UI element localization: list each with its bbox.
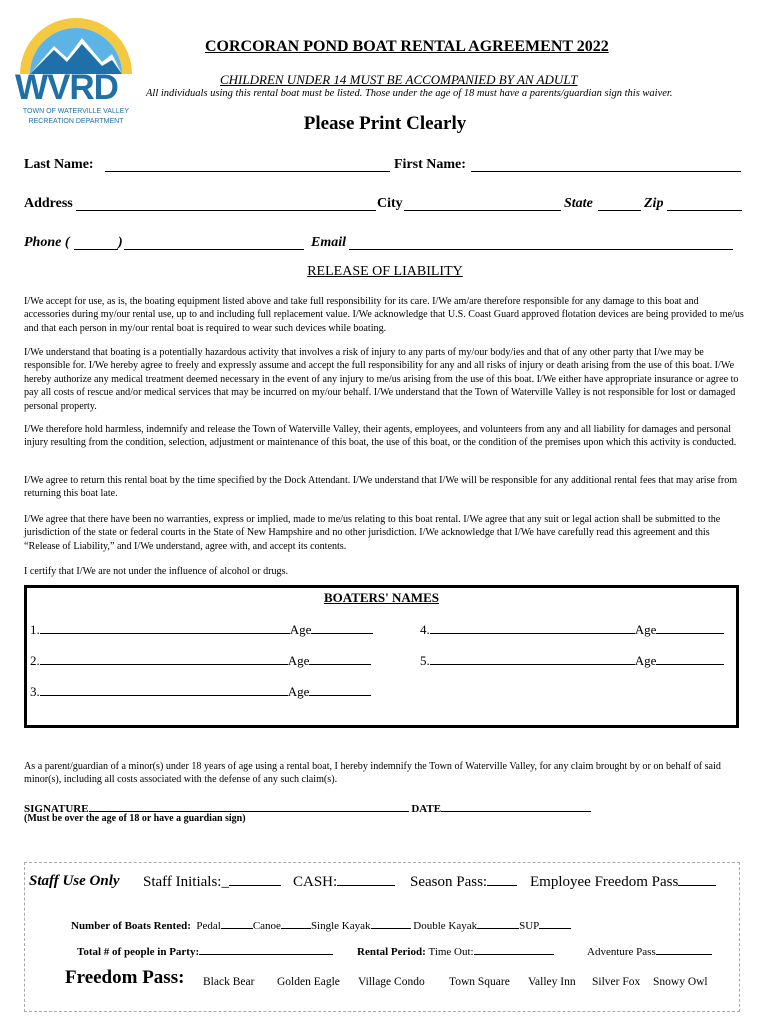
first-name-label: First Name: [394,157,466,172]
boaters-heading: BOATERS' NAMES [324,590,439,605]
logo-wordmark: WVRD [15,68,118,107]
children-notice: CHILDREN UNDER 14 MUST BE ACCOMPANIED BY AN ADULT [220,72,578,87]
email-field[interactable] [349,237,733,250]
release-heading: RELEASE OF LIABILITY [307,264,463,279]
email-label: Email [311,235,347,250]
signature-label: SIGNATURE [24,803,89,815]
freedom-pass-label: Freedom Pass: [65,967,185,988]
pass-golden-eagle[interactable]: Golden Eagle [277,976,340,988]
address-field[interactable] [76,198,376,211]
wvrd-logo [12,10,140,128]
boats-rented-row[interactable]: Number of Boats Rented: Pedal Canoe Single Kayak Double Kayak SUP [71,916,571,932]
zip-field[interactable] [667,198,742,211]
phone-paren: ) [118,235,123,250]
document-title: CORCORAN POND BOAT RENTAL AGREEMENT 2022 [205,38,609,55]
boater-row-1[interactable]: 1. Age [30,621,373,638]
release-paragraph: I/We agree to return this rental boat by the time specified by the Dock Attendant. I/We understand that I/We will be responsible for any additional rental fees that may arise from returning this boat late. [24,475,738,500]
boater-row-2[interactable]: 2. Age [30,652,371,669]
last-name-label: Last Name: [24,157,94,172]
signature-note: (Must be over the age of 18 or have a guardian sign) [24,813,246,824]
phone-number-field[interactable] [124,237,304,250]
rental-period[interactable]: Rental Period: Time Out: [357,942,554,958]
adventure-pass[interactable]: Adventure Pass [587,942,712,958]
phone-label: Phone ( [24,235,70,250]
staff-use-title: Staff Use Only [29,873,120,889]
print-clearly-heading: Please Print Clearly [303,113,467,134]
first-name-field[interactable] [471,159,741,172]
zip-label: Zip [644,196,664,211]
boater-row-5[interactable]: 5. Age [420,652,724,669]
waiver-note: All individuals using this rental boat must be listed. Those under the age of 18 must have a parents/guardian sign this waiver. [146,88,673,99]
boaters-names-box [24,585,739,728]
phone-area-code-field[interactable] [74,237,118,250]
employee-freedom-pass[interactable]: Employee Freedom Pass [530,873,716,891]
release-paragraph: I/We understand that boating is a potentially hazardous activity that involves a risk of injury to any parts of my/our body/ies and that of any other party that I/we may be responsible for. I/We hereby agree to freely and expressly assume and accept the full responsibility for any and all risks of injury or death arising from the use of this boat. I/We hereby authorize any medical treatment deemed necessary in the event of any injury to me/us arising from the use of this boat. I/We either have appropriate insurance or agree to pay all costs of rescue and/or medical services that may be incurred on my/our behalf. I/We understand that the Town of Waterville Valley is not responsible for lost or damaged personal property. [24,347,739,412]
cash[interactable]: CASH: [293,873,395,891]
release-paragraph: I/We accept for use, as is, the boating equipment listed above and take full responsibility for its care. I/We am/are therefore responsible for any damage to this boat and accessories during my/our rental use, up to and including full replacement value. I/We acknowledge that U.S. Coast Guard approved flotation devices are being provided to me/us and that each person in my/our rental boat is required to wear such devices while boating. [24,296,744,334]
release-paragraph: I/We agree that there have been no warranties, express or implied, made to me/us relating to this boat rental. I/We agree that any suit or legal action shall be submitted to the jurisdiction of the state or federal courts in the State of New Hampshire and no other jurisdiction. I/We acknowledge that I/We have carefully read this agreement and this “Release of Liability,” and I/We understand, agree with, and accept its contents. [24,514,721,552]
pass-snowy-owl[interactable]: Snowy Owl [653,976,708,988]
city-field[interactable] [404,198,561,211]
pass-village-condo[interactable]: Village Condo [358,976,425,988]
city-label: City [377,196,403,211]
sobriety-statement: I certify that I/We are not under the influence of alcohol or drugs. [24,566,289,577]
logo-line-2: RECREATION DEPARTMENT [28,118,124,125]
pass-valley-inn[interactable]: Valley Inn [528,976,576,988]
state-label: State [564,196,593,211]
date-label: DATE [411,803,442,815]
pass-black-bear[interactable]: Black Bear [203,976,255,988]
last-name-field[interactable] [105,159,390,172]
signature-field[interactable] [89,799,409,812]
logo-line-1: TOWN OF WATERVILLE VALLEY [22,108,130,115]
pass-town-square[interactable]: Town Square [449,976,510,988]
boater-row-4[interactable]: 4. Age [420,621,724,638]
release-paragraph: I/We therefore hold harmless, indemnify and release the Town of Waterville Valley, their agents, employees, and volunteers from any and all liability for damages and personal injury resulting from the condition, selection, adjustment or maintenance of this boat, the use of this boat, or the condition of the premises upon which this activity is conducted. [24,424,737,449]
people-in-party[interactable]: Total # of people in Party: [77,942,333,958]
state-field[interactable] [598,198,641,211]
staff-initials[interactable]: Staff Initials:_ [143,873,281,891]
season-pass[interactable]: Season Pass: [410,873,517,891]
boater-row-3[interactable]: 3. Age [30,683,371,700]
staff-use-section [24,862,740,1012]
guardian-indemnity: As a parent/guardian of a minor(s) under 18 years of age using a rental boat, I hereby indemnify the Town of Waterville Valley, for any claim brought by or on behalf of said minor(s), including all costs associated with the defense of any such claim(s). [24,761,721,786]
date-field[interactable] [441,799,591,812]
pass-silver-fox[interactable]: Silver Fox [592,976,641,988]
address-label: Address [24,196,73,211]
